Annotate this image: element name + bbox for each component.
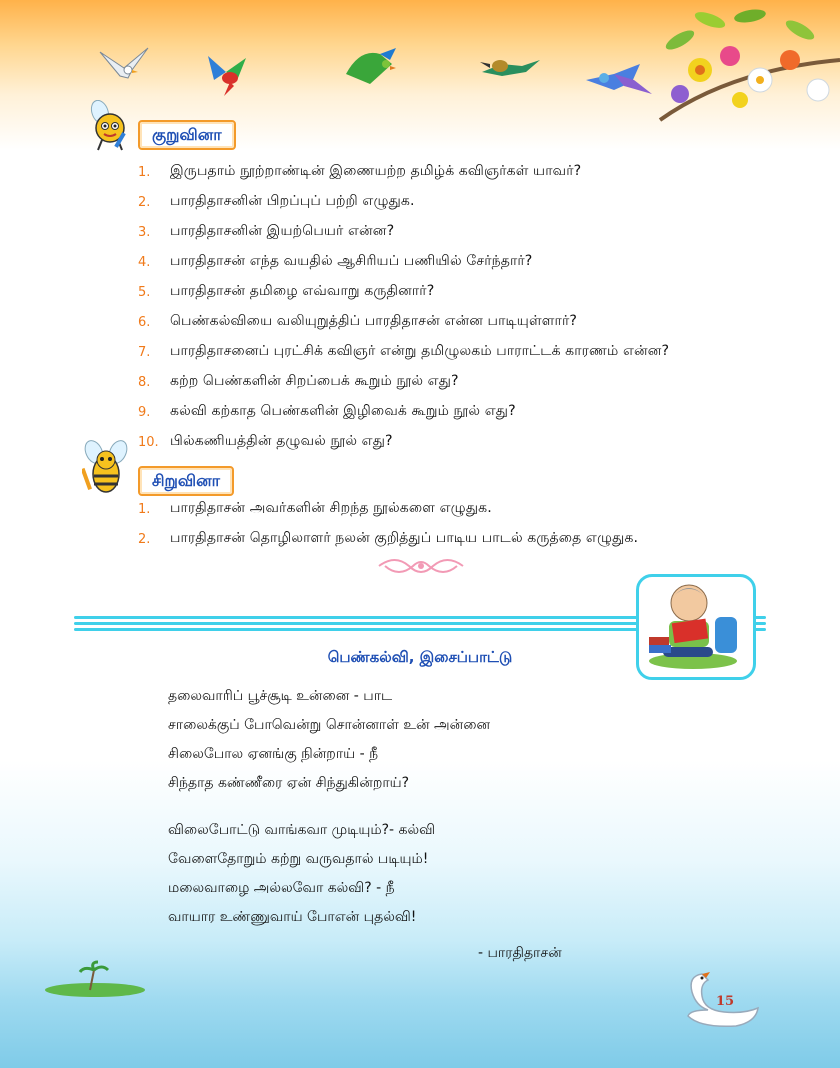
- bee-mascot-icon: [88, 100, 134, 152]
- poem-stanza-2: [168, 816, 435, 932]
- question-number: 8.: [138, 374, 151, 390]
- poem-line: வேளைதோறும் கற்று வருவதால் படியும்!: [168, 850, 429, 867]
- question-text: பாரதிதாசன் எந்த வயதில் ஆசிரியப் பணியில் சேர்ந்தார்?: [170, 253, 533, 269]
- question-number: 1.: [138, 164, 151, 180]
- list-item: [138, 524, 638, 554]
- poem-author: - பாரதிதாசன்: [478, 945, 562, 961]
- poem-line: மலைவாழை அல்லவோ கல்வி? - நீ: [168, 879, 395, 896]
- green-parrot-illustration: [340, 44, 400, 94]
- small-questions-title: சிறுவினா: [138, 466, 234, 496]
- list-item: [138, 247, 669, 277]
- bee-pencil-mascot-icon: [82, 438, 132, 498]
- list-item: [138, 367, 669, 397]
- question-text: பாரதிதாசன் தமிழை எவ்வாறு கருதினார்?: [170, 283, 435, 299]
- macaw-illustration: [204, 50, 254, 98]
- question-number: 3.: [138, 224, 151, 240]
- question-number: 1.: [138, 501, 151, 517]
- list-item: [138, 397, 669, 427]
- poem-line: சிலைபோல ஏனங்கு நின்றாய் - நீ: [168, 745, 379, 762]
- list-item: [138, 187, 669, 217]
- question-text: பாரதிதாசனைப் புரட்சிக் கவிஞர் என்று தமிழுலகம் பாராட்டக் காரணம் என்ன?: [170, 343, 670, 359]
- question-text: பாரதிதாசன் அவர்களின் சிறந்த நூல்களை எழுதுக.: [170, 500, 492, 516]
- list-item: [138, 494, 638, 524]
- question-number: 10.: [138, 434, 159, 450]
- question-text: கல்வி கற்காத பெண்களின் இழிவைக் கூறும் நூல் எது?: [170, 403, 516, 419]
- poem-line: தலைவாரிப் பூச்சூடி உன்னை - பாட: [168, 687, 393, 704]
- page-number: 15: [716, 994, 735, 1009]
- list-item: [138, 307, 669, 337]
- list-item: [138, 157, 669, 187]
- short-questions-title: குறுவினா: [138, 120, 236, 150]
- list-item: [138, 337, 669, 367]
- list-item: [138, 217, 669, 247]
- question-text: இருபதாம் நூற்றாண்டின் இணையற்ற தமிழ்க் கவிஞர்கள் யாவர்?: [170, 163, 582, 179]
- question-number: 4.: [138, 254, 151, 270]
- question-number: 9.: [138, 404, 151, 420]
- question-text: பெண்கல்வியை வலியுறுத்திப் பாரதிதாசன் என்ன பாடியுள்ளார்?: [170, 313, 577, 329]
- short-questions-list: [138, 157, 669, 457]
- question-number: 2.: [138, 194, 151, 210]
- small-questions-list: [138, 494, 638, 554]
- question-text: பாரதிதாசனின் இயற்பெயர் என்ன?: [170, 223, 395, 239]
- bee-eater-illustration: [478, 44, 544, 88]
- question-text: பாரதிதாசன் தொழிலாளர் நலன் குறித்துப் பாடிய பாடல் கருத்தை எழுதுக.: [170, 530, 639, 546]
- question-number: 2.: [138, 531, 151, 547]
- list-item: [138, 277, 669, 307]
- question-number: 5.: [138, 284, 151, 300]
- seagull-illustration: [98, 44, 154, 88]
- question-number: 7.: [138, 344, 151, 360]
- question-number: 6.: [138, 314, 151, 330]
- question-text: பாரதிதாசனின் பிறப்புப் பற்றி எழுதுக.: [170, 193, 415, 209]
- poem-line: வாயார உண்ணுவாய் போஎன் புதல்வி!: [168, 908, 417, 925]
- poem-line: விலைபோட்டு வாங்கவா முடியும்?- கல்வி: [168, 821, 436, 838]
- poem-title: பெண்கல்வி, இசைப்பாட்டு: [327, 648, 513, 666]
- flowers-branch-illustration: [640, 0, 840, 130]
- island-illustration: [40, 960, 150, 1000]
- list-item: [138, 427, 669, 457]
- poem-line: சாலைக்குப் போவென்று சொன்னாள் உன் அன்னை: [168, 716, 491, 733]
- poem-stanza-1: [168, 682, 490, 798]
- ornament-divider-icon: [375, 552, 467, 580]
- poem-line: சிந்தாத கண்ணீரை ஏன் சிந்துகின்றாய்?: [168, 774, 410, 791]
- question-text: கற்ற பெண்களின் சிறப்பைக் கூறும் நூல் எது?: [170, 373, 459, 389]
- question-text: பில்கணியத்தின் தழுவல் நூல் எது?: [170, 433, 393, 449]
